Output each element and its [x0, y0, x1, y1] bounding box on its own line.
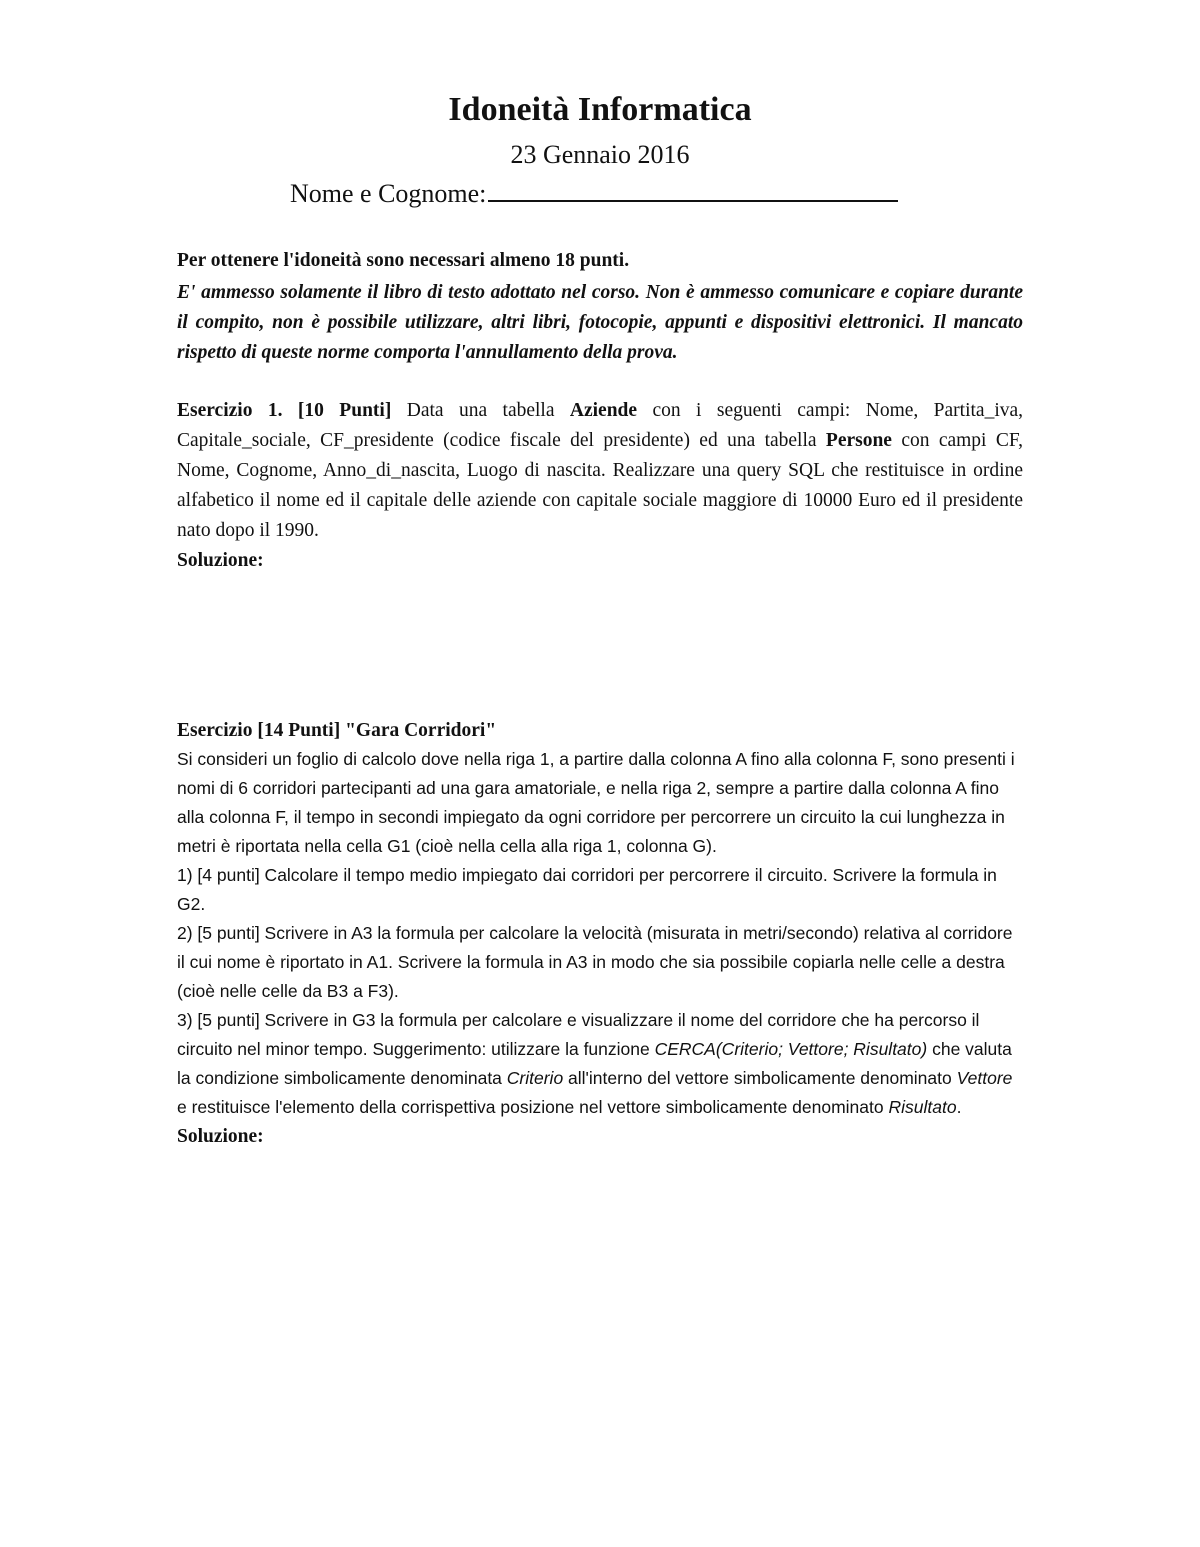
q3-text-b: che valuta la condizione simbolicamente denominata	[177, 1039, 1012, 1088]
exam-date: 23 Gennaio 2016	[510, 140, 690, 169]
requirement-note: Per ottenere l'idoneità sono necessari almeno 18 punti.	[177, 250, 630, 271]
q3-text-c: all'interno del vettore simbolicamente denominato	[563, 1068, 957, 1088]
exam-rules: E' ammesso solamente il libro di testo adottato nel corso. Non è ammesso comunicare e copiare durante il compito, non è possibile utilizzare, altri libri, fotocopie, appunti e dispositivi elettronici. Il mancato rispetto di queste norme comporta l'annullamento della prova.	[177, 282, 1023, 363]
table-name-persone: Persone	[825, 430, 892, 451]
q3-text-e: .	[956, 1097, 962, 1117]
document-title: Idoneità Informatica	[448, 91, 752, 128]
name-label: Nome e Cognome:	[290, 179, 487, 208]
exercise-1-text-1: Data una tabella	[391, 400, 570, 421]
q3-criterio: Criterio	[506, 1068, 564, 1088]
exercise-2-solution-label: Soluzione:	[177, 1126, 264, 1147]
exercise-2-question-1: 1) [4 punti] Calcolare il tempo medio impiegato dai corridori per percorrere il circuito. Scrivere la formula in G2.	[177, 865, 997, 914]
exercise-2-intro: Si consideri un foglio di calcolo dove nella riga 1, a partire dalla colonna A fino alla colonna F, sono presenti i nomi di 6 corridori partecipanti ad una gara amatoriale, e nella riga 2, sempre a partire dalla colonna A fino alla colonna F, il tempo in secondi impiegato da ogni corridore per percorrere un circuito la cui lunghezza in metri è riportata nella cella G1 (cioè nella cella alla riga 1, colonna G).	[177, 749, 1015, 856]
exercise-1-text-3: con campi CF, Nome, Cognome, Anno_di_nascita, Luogo di nascita. Realizzare una query SQL che restituisce in ordine alfabetico il nome ed il capitale delle aziende con capitale sociale maggiore di 10000 Euro ed il presidente nato dopo il 1990.	[177, 430, 1023, 541]
q3-risultato: Risultato	[888, 1097, 957, 1117]
exercise-2	[177, 716, 1023, 1151]
exercise-1-text-2: con i seguenti campi: Nome, Partita_iva, Capitale_sociale, CF_presidente (codice fiscale del presidente) ed una tabella	[177, 400, 1024, 451]
exercise-1-solution-label: Soluzione:	[177, 550, 264, 571]
exercise-2-heading: Esercizio [14 Punti] "Gara Corridori"	[177, 720, 497, 741]
q3-text-d: e restituisce l'elemento della corrispettiva posizione nel vettore simbolicamente denominato	[177, 1097, 889, 1117]
table-name-aziende: Aziende	[569, 400, 638, 421]
exercise-1-heading: Esercizio 1.	[177, 400, 283, 421]
name-field-row	[290, 174, 898, 212]
q3-text-a: 3) [5 punti] Scrivere in G3 la formula per calcolare e visualizzare il nome del corridore che ha percorso il circuito nel minor tempo. Suggerimento: utilizzare la funzione	[177, 1010, 980, 1059]
q3-vettore: Vettore	[956, 1068, 1013, 1088]
exercise-1-points: [10 Punti]	[297, 400, 392, 421]
exercise-2-question-3	[177, 1006, 1023, 1122]
q3-function: CERCA(Criterio; Vettore; Risultato)	[654, 1039, 928, 1059]
exercise-2-question-2: 2) [5 punti] Scrivere in A3 la formula per calcolare la velocità (misurata in metri/secondo) relativa al corridore il cui nome è riportato in A1. Scrivere la formula in A3 in modo che sia possibile copiarla nelle celle a destra (cioè nelle celle da B3 a F3).	[177, 923, 1013, 1001]
exercise-1	[177, 396, 1023, 576]
name-blank-line	[488, 174, 898, 202]
